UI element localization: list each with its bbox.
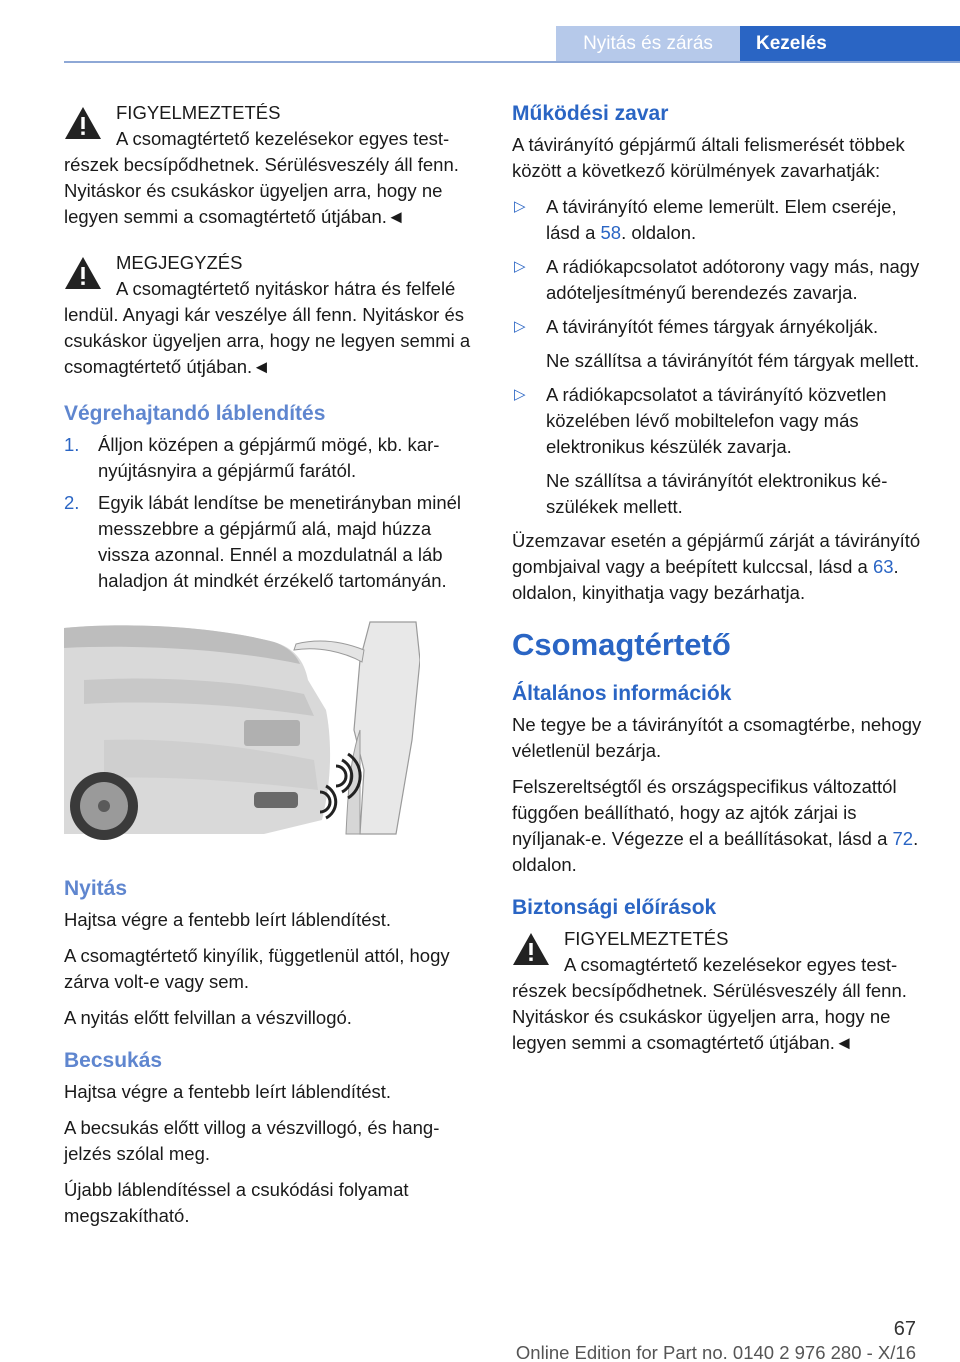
warning-triangle-icon: [64, 256, 102, 290]
general-paragraph: Ne tegye be a távirányítót a csomagtérbe, nehogy véletlenül bezárja.: [512, 714, 922, 761]
trunk-heading: Csomagtértető: [512, 627, 731, 662]
kick-heading: Végrehajtandó láblendítés: [64, 402, 326, 425]
list-item: [64, 490, 478, 594]
step-number: 1.: [64, 434, 80, 455]
warning-text: A csomagtértető kezelésekor egyes testrészek becsípődhetnek. Sérülésveszély áll fenn. Nyitáskor és csukáskor ügyeljen arra, hogy ne legyen semmi a csomagtértető útjában.◄: [512, 954, 907, 1053]
list-item: [512, 382, 930, 520]
warning-triangle-icon: [512, 932, 550, 966]
notice-title: MEGJEGYZÉS: [116, 252, 243, 273]
page-link[interactable]: 63: [872, 556, 894, 577]
kick-gesture-illustration: [64, 620, 420, 840]
warning-title: FIGYELMEZTETÉS: [564, 928, 729, 949]
bullet-text: A távirányítót fémes tárgyak árnyékolják.: [546, 316, 879, 337]
open-paragraph: A csomagtértető kinyílik, függetlenül attól, hogy zárva volt-e vagy sem.: [64, 945, 450, 992]
bullet-continuation: Ne szállítsa a távirányítót elektronikus készülékek mellett.: [546, 470, 888, 517]
close-paragraph: Hajtsa végre a fentebb leírt láblendítést.: [64, 1081, 392, 1102]
left-column: [64, 100, 478, 1239]
warning-triangle-icon: [64, 106, 102, 140]
warning-text: A csomagtértető kezelésekor egyes testrészek becsípődhetnek. Sérülésveszély áll fenn. Nyitáskor és csukáskor ügyeljen arra, hogy ne legyen semmi a csomagtértető útjában.◄: [64, 128, 459, 227]
triangle-bullet-icon: ▷: [514, 318, 526, 335]
notice-box: [64, 250, 478, 380]
page-link[interactable]: 58: [600, 222, 622, 243]
bullet-text: A rádiókapcsolatot adótorony vagy más, nagy adóteljesítményű berendezés zavarja.: [546, 256, 920, 303]
warning-title: FIGYELMEZTETÉS: [116, 102, 281, 123]
list-item: [512, 254, 930, 306]
right-column: [512, 100, 930, 1076]
bullet-text: A rádiókapcsolatot a távirányító közvetlen közelében lévő mobiltelefon vagy más elektronikus készülék zavarja.: [546, 384, 887, 457]
malfunction-list: [512, 194, 930, 520]
open-paragraph: Hajtsa végre a fentebb leírt láblendítést.: [64, 909, 392, 930]
fault-paragraph: Üzemzavar esetén a gépjármű zárját a távirányító gombjaival vagy a beépített kulccsal, lásd a 63. oldalon, kinyithatja vagy bezárhatja.: [512, 530, 921, 603]
triangle-bullet-icon: ▷: [514, 386, 526, 403]
page-link[interactable]: 72: [892, 828, 914, 849]
kick-steps: [64, 432, 478, 594]
close-paragraph: A becsukás előtt villog a vészvillogó, és hangjelzés szólal meg.: [64, 1117, 440, 1164]
list-item: [512, 314, 930, 374]
open-heading: Nyitás: [64, 877, 128, 900]
general-heading: Általános információk: [512, 682, 732, 705]
warning-box: [512, 926, 930, 1056]
step-text: Álljon középen a gépjármű mögé, kb. karnyújtásnyira a gépjármű farától.: [98, 434, 440, 481]
step-number: 2.: [64, 492, 80, 513]
open-paragraph: A nyitás előtt felvillan a vészvillogó.: [64, 1007, 352, 1028]
header-chapter-tab: Kezelés: [740, 26, 960, 61]
page-number: 67: [893, 1318, 916, 1340]
list-item: [64, 432, 478, 484]
bullet-text: A távirányító eleme lemerült. Elem cseréje, lásd a: [546, 196, 897, 243]
bullet-continuation: Ne szállítsa a távirányítót fém tárgyak mellett.: [546, 350, 920, 371]
step-text: Egyik lábát lendítse be menetirányban minél messzebbre a gépjármű alá, majd húzza vissza azonnal. Ennél a mozdulatnál a láb haladjon át mindkét érzékelő tartományán.: [98, 492, 462, 591]
warning-box: [64, 100, 478, 230]
bullet-text: . oldalon.: [621, 222, 697, 243]
malfunction-intro: A távirányító gépjármű általi felismerését többek között a következő körülmények zavarhatják:: [512, 134, 905, 181]
safety-heading: Biztonsági előírások: [512, 896, 717, 919]
notice-text: A csomagtértető nyitáskor hátra és felfelé lendül. Anyagi kár veszélye áll fenn. Nyitáskor és csukáskor ügyeljen arra, hogy ne legyen semmi a csomagtértető útjában.◄: [64, 278, 471, 377]
edition-footer: Online Edition for Part no. 0140 2 976 280 - X/16: [515, 1342, 916, 1362]
triangle-bullet-icon: ▷: [514, 258, 526, 275]
triangle-bullet-icon: ▷: [514, 198, 526, 215]
header-section-tab: Nyitás és zárás: [556, 26, 740, 61]
list-item: [512, 194, 930, 246]
header-rule: [64, 61, 960, 63]
close-heading: Becsukás: [64, 1049, 163, 1072]
general-paragraph: Felszereltségtől és országspecifikus változattól függően beállítható, hogy az ajtók zárjai is nyíljanak-e. Végezze el a beállításokat, lásd a 72. oldalon.: [512, 776, 919, 875]
close-paragraph: Újabb láblendítéssel a csukódási folyamat megszakítható.: [64, 1179, 409, 1226]
malfunction-heading: Működési zavar: [512, 102, 669, 125]
